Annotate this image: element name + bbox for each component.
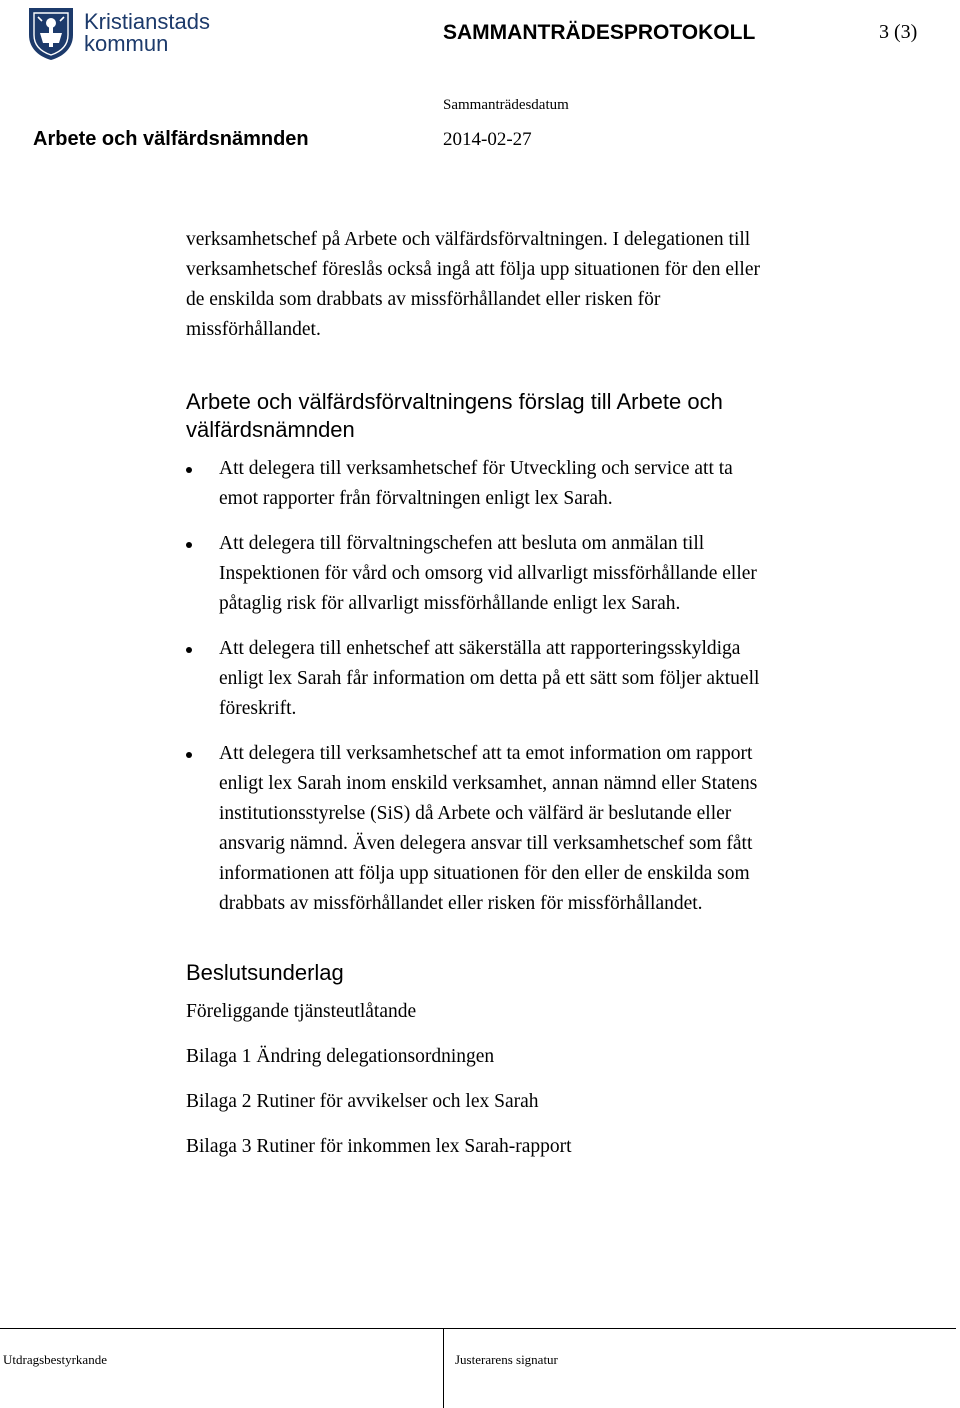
meeting-date-label: Sammanträdesdatum (443, 97, 569, 113)
meeting-date: 2014-02-27 (443, 129, 532, 150)
list-item (186, 739, 866, 919)
document-item: Bilaga 2 Rutiner för avvikelser och lex Sarah (186, 1091, 539, 1112)
footer-signature-label: Justerarens signatur (455, 1352, 558, 1367)
page-number: 3 (3) (879, 21, 918, 43)
footer-divider-horizontal (0, 1328, 956, 1329)
list-item-line: Att delegera till verksamhetschef att ta emot information om rapport (219, 743, 753, 764)
proposal-list (186, 454, 866, 919)
list-item-line: enligt lex Sarah inom enskild verksamhet, annan nämnd eller Statens (219, 773, 758, 794)
list-item-line: Att delegera till enhetschef att säkerställa att rapporteringsskyldiga (219, 638, 741, 659)
list-item-line: Att delegera till verksamhetschef för Utveckling och service att ta (219, 458, 733, 479)
list-item-line: påtaglig risk för allvarligt missförhållande enligt lex Sarah. (219, 593, 681, 614)
paragraph-line: de enskilda som drabbats av missförhållandet eller risken för (186, 289, 661, 310)
paragraph-line: verksamhetschef på Arbete och välfärdsförvaltningen. I delegationen till (186, 229, 751, 250)
bullet-icon (186, 752, 192, 758)
list-item-line: emot rapporter från förvaltningen enligt lex Sarah. (219, 488, 613, 509)
board-name: Arbete och välfärdsnämnden (33, 128, 309, 150)
list-item-line: Inspektionen för vård och omsorg vid allvarligt missförhållande eller (219, 563, 757, 584)
list-item-line: föreskrift. (219, 698, 297, 719)
heading-line: Arbete och välfärdsförvaltningens förslag till Arbete och (186, 389, 723, 414)
logo-line-2: kommun (84, 31, 169, 56)
list-item (186, 529, 866, 619)
list-item-line: institutionsstyrelse (SiS) då Arbete och välfärd är beslutande eller (219, 803, 732, 824)
coat-of-arms-icon (26, 5, 76, 61)
list-item (186, 634, 866, 724)
document-item: Bilaga 1 Ändring delegationsordningen (186, 1046, 495, 1067)
list-item (186, 454, 866, 514)
logo-text (84, 11, 210, 55)
bullet-icon (186, 467, 192, 473)
document-item: Bilaga 3 Rutiner för inkommen lex Sarah-rapport (186, 1136, 572, 1157)
list-item-line: drabbats av missförhållandet eller risken för missförhållandet. (219, 893, 703, 914)
paragraph-line: missförhållandet. (186, 319, 321, 340)
list-item-line: informationen att följa upp situationen för den eller de enskilda som (219, 863, 750, 884)
bullet-icon (186, 647, 192, 653)
logo-line-1: Kristianstads (84, 9, 210, 34)
list-item-line: Att delegera till förvaltningschefen att besluta om anmälan till (219, 533, 705, 554)
footer-divider-vertical (443, 1328, 444, 1408)
list-item-line: ansvarig nämnd. Även delegera ansvar till verksamhetschef som fått (219, 833, 753, 854)
footer-attestation-label: Utdragsbestyrkande (3, 1352, 107, 1367)
municipality-logo (26, 5, 210, 61)
proposal-heading (186, 388, 866, 444)
paragraph-line: verksamhetschef föreslås också ingå att följa upp situationen för den eller (186, 259, 760, 280)
document-body (186, 225, 866, 1177)
basis-heading: Beslutsunderlag (186, 960, 344, 985)
document-item: Föreliggande tjänsteutlåtande (186, 1001, 417, 1022)
document-list (186, 997, 866, 1162)
list-item-line: enligt lex Sarah får information om detta på ett sätt som följer aktuell (219, 668, 760, 689)
heading-line: välfärdsnämnden (186, 417, 355, 442)
document-type: SAMMANTRÄDESPROTOKOLL (443, 21, 756, 44)
intro-paragraph (186, 225, 866, 345)
bullet-icon (186, 542, 192, 548)
